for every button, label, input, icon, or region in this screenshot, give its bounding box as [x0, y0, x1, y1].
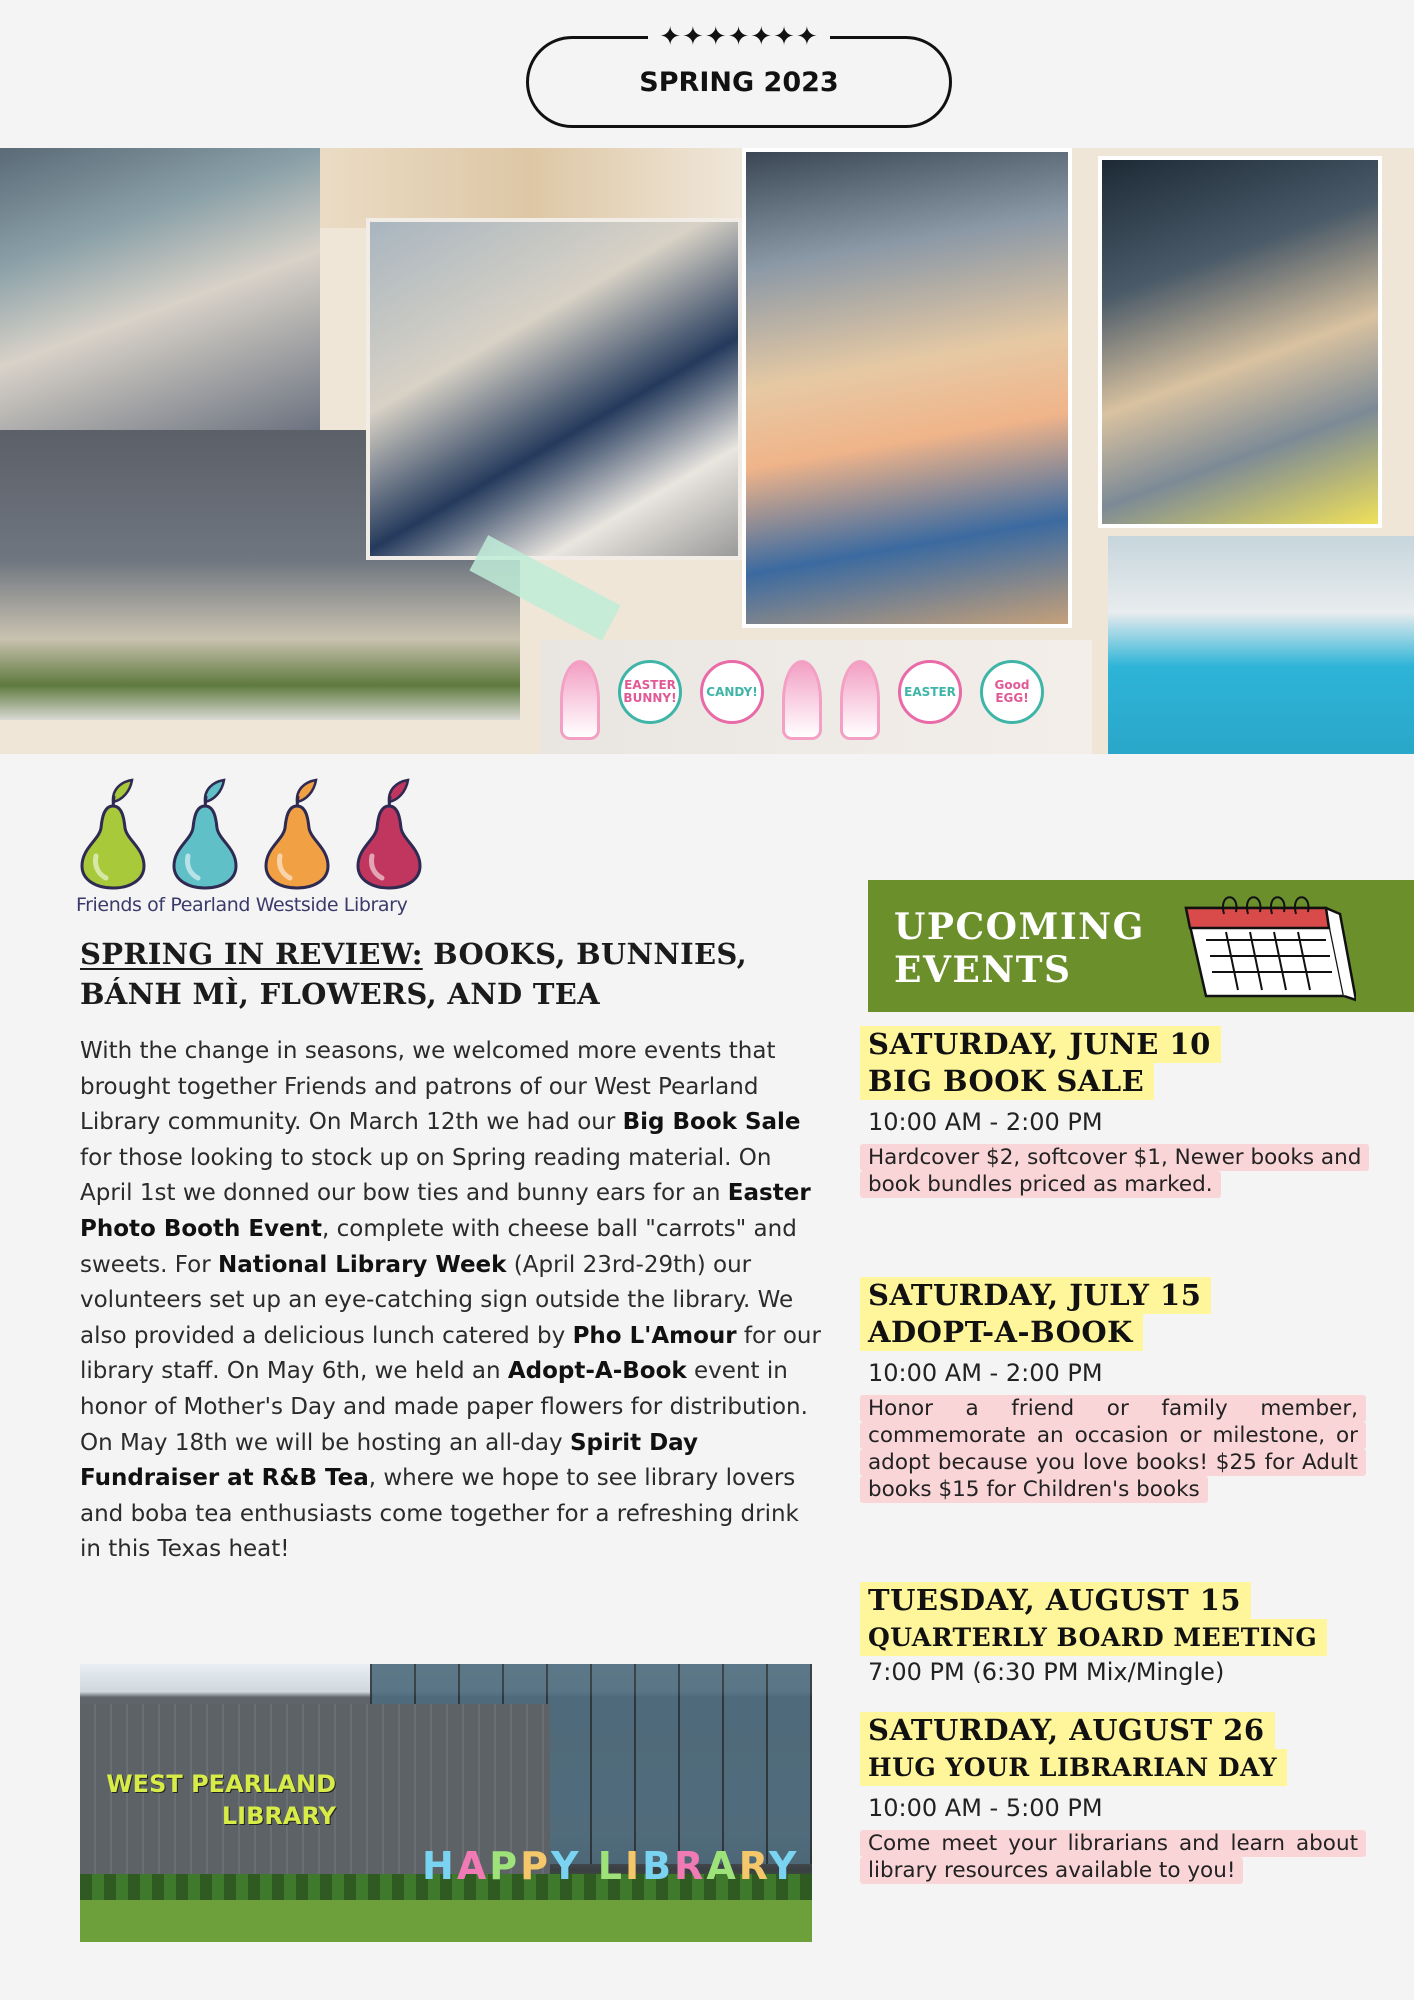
article-text: , complete with cheese ball "carrots" and sweets. For — [80, 1215, 797, 1278]
headline-rest: BOOKS, BUNNIES, BÁNH MÌ, FLOWERS, AND TEA — [80, 937, 748, 1011]
event-name: ADOPT-A-BOOK — [860, 1314, 1143, 1351]
event-item — [860, 1026, 1370, 1198]
event-time: 10:00 AM - 2:00 PM — [868, 1108, 1103, 1136]
event-time: 7:00 PM (6:30 PM Mix/Mingle) — [868, 1658, 1225, 1686]
article-highlight: Easter Photo Booth Event — [80, 1180, 811, 1242]
photo-mother-daughter-easter — [0, 148, 320, 430]
event-description — [860, 1144, 1366, 1198]
photo-easter-props — [540, 640, 1092, 754]
event-date: SATURDAY, JULY 15 — [860, 1277, 1211, 1314]
easter-props-row — [560, 660, 1044, 740]
prop-sign: EASTER — [898, 660, 962, 724]
event-name: QUARTERLY BOARD MEETING — [860, 1619, 1327, 1656]
event-name: HUG YOUR LIBRARIAN DAY — [860, 1749, 1287, 1786]
article-text: event in honor of Mother's Day and made paper flowers for distribution. On May 18th we will be hosting an all-day — [80, 1358, 808, 1456]
event-item — [860, 1277, 1370, 1503]
sign-letter: A — [706, 1844, 739, 1888]
photo-boy-paper-flower — [1098, 156, 1382, 528]
event-date: SATURDAY, AUGUST 26 — [860, 1712, 1275, 1749]
event-date: TUESDAY, AUGUST 15 — [860, 1582, 1251, 1619]
article-text: for those looking to stock up on Spring reading material. On April 1st we donned our bow ties and bunny ears for an — [80, 1144, 772, 1207]
sign-line-1: WEST PEARLAND — [106, 1770, 336, 1798]
pear-icon — [260, 778, 334, 890]
sign-letter: B — [642, 1844, 675, 1888]
friends-logo — [76, 770, 446, 920]
title-line-2: EVENTS — [894, 949, 1072, 991]
event-item — [860, 1582, 1370, 1688]
pear-icons — [76, 770, 446, 890]
upcoming-events-banner — [868, 880, 1414, 1012]
sign-letter: P — [520, 1844, 551, 1888]
upcoming-events-title — [894, 906, 1145, 992]
article-highlight: Adopt-A-Book — [507, 1358, 687, 1385]
lawn — [80, 1900, 812, 1942]
sign-letter: P — [489, 1844, 521, 1888]
library-name-sign — [106, 1768, 336, 1832]
sign-letter: Y — [550, 1844, 582, 1888]
article-headline — [80, 934, 826, 1014]
coffee-stain-texture — [320, 148, 740, 228]
article-highlight: Pho L'Amour — [572, 1322, 737, 1349]
sign-letter: A — [456, 1844, 490, 1888]
photo-west-pearland-library — [80, 1664, 812, 1942]
event-time: 10:00 AM - 5:00 PM — [868, 1794, 1103, 1822]
bunny-ear-prop — [560, 660, 600, 740]
event-item — [860, 1712, 1370, 1884]
decorative-stars: ✦✦✦✦✦✦✦ — [648, 24, 830, 50]
event-description-text: Hardcover $2, softcover $1, Newer books and book bundles priced as marked. — [860, 1144, 1369, 1198]
sign-letter: Y — [768, 1844, 800, 1888]
pear-icon — [352, 778, 426, 890]
sign-letter — [581, 1844, 597, 1888]
article-text: (April 23rd-29th) our volunteers set up an eye-catching sign outside the library. We also provided a delicious lunch catered by — [80, 1251, 794, 1349]
article-highlight: Big Book Sale — [622, 1109, 801, 1136]
sign-letter: L — [597, 1844, 625, 1888]
event-description — [860, 1395, 1366, 1503]
event-name: BIG BOOK SALE — [860, 1063, 1154, 1100]
event-description-text: Honor a friend or family member, commemorate an occasion or milestone, or adopt because you love books! $25 for Adult books $15 for Children's books — [860, 1395, 1366, 1503]
sign-line-2: LIBRARY — [221, 1802, 336, 1830]
title-line-1: UPCOMING — [894, 906, 1145, 948]
article-highlight: Spirit Day Fundraiser at R&B Tea — [80, 1429, 698, 1492]
calendar-icon — [1166, 874, 1356, 1006]
prop-sign: EASTER BUNNY! — [618, 660, 682, 724]
event-description — [860, 1830, 1366, 1884]
bunny-ear-prop — [782, 660, 822, 740]
event-description-text: Come meet your librarians and learn about library resources available to you! — [860, 1830, 1366, 1884]
logo-text: Friends of Pearland Westside Library — [76, 894, 408, 916]
prop-sign: CANDY! — [700, 660, 764, 724]
photo-girl-paper-flower — [742, 148, 1072, 628]
photo-lunch-table — [1108, 536, 1414, 754]
happy-library-week-sign — [422, 1844, 812, 1888]
sign-letter — [799, 1844, 812, 1888]
article-text: , where we hope to see library lovers and boba tea enthusiasts come together for a refreshing drink in this Texas heat! — [80, 1465, 799, 1563]
article-highlight: National Library Week — [217, 1251, 507, 1278]
article-text: for our library staff. On May 6th, we held an — [80, 1322, 821, 1385]
event-time: 10:00 AM - 2:00 PM — [868, 1359, 1103, 1387]
photo-family-photo-booth — [366, 218, 742, 560]
sign-letter: R — [738, 1844, 769, 1888]
sign-letter: I — [624, 1844, 643, 1888]
photo-collage — [0, 148, 1414, 754]
article-body — [80, 1034, 826, 1568]
headline-underlined: SPRING IN REVIEW: — [80, 937, 423, 971]
season-badge: SPRING 2023 — [526, 36, 952, 128]
event-date: SATURDAY, JUNE 10 — [860, 1026, 1221, 1063]
pear-icon — [76, 778, 150, 890]
prop-sign: Good EGG! — [980, 660, 1044, 724]
article-text: With the change in seasons, we welcomed more events that brought together Friends and patrons of our West Pearland Library community. On March 12th we had our — [80, 1038, 776, 1136]
pear-icon — [168, 778, 242, 890]
sign-letter: H — [422, 1844, 457, 1888]
bunny-ear-prop — [840, 660, 880, 740]
sign-letter: R — [674, 1844, 707, 1888]
